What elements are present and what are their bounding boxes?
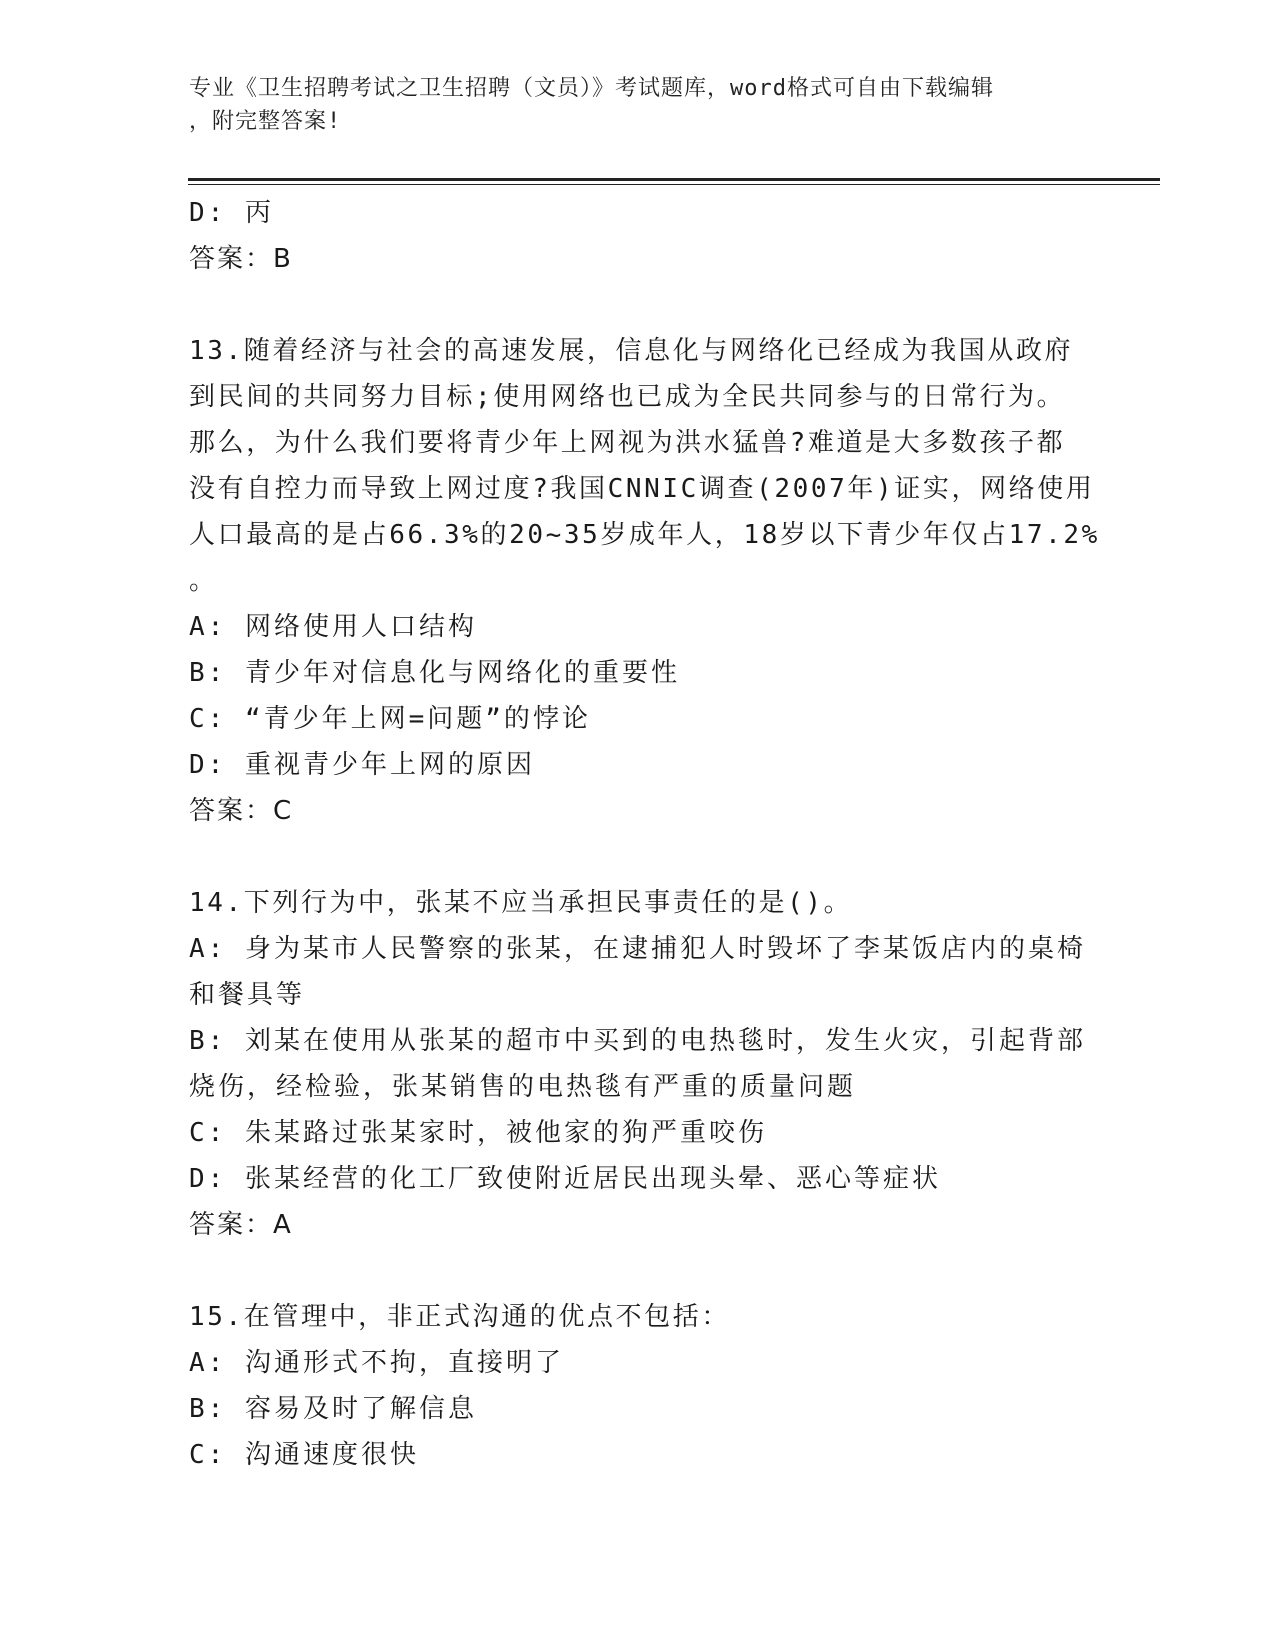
header-divider-thin: [188, 184, 1160, 185]
answer: 答案：C: [189, 796, 294, 826]
option-a-continued: 和餐具等: [189, 980, 306, 1010]
question-stem-line: 14.下列行为中，张某不应当承担民事责任的是()。: [189, 888, 853, 918]
document-header: [189, 72, 1089, 138]
question-content: [189, 190, 1100, 1478]
spacer: [189, 282, 1089, 328]
spacer: [189, 1248, 1089, 1294]
answer-fragment: 答案：B: [189, 244, 293, 274]
option-b: B: 青少年对信息化与网络化的重要性: [189, 658, 680, 688]
option-b-continued: 烧伤，经检验，张某销售的电热毯有严重的质量问题: [189, 1072, 857, 1102]
header-divider-thick: [188, 178, 1160, 181]
question-14: [189, 880, 1089, 1248]
header-line-2: ，附完整答案!: [189, 109, 342, 134]
question-stem-line: 15.在管理中，非正式沟通的优点不包括：: [189, 1302, 730, 1332]
question-stem-line: 那么，为什么我们要将青少年上网视为洪水猛兽?难道是大多数孩子都: [189, 428, 1066, 458]
option-c: C: “青少年上网=问题”的悖论: [189, 704, 591, 734]
header-line-1: 专业《卫生招聘考试之卫生招聘（文员）》考试题库，word格式可自由下载编辑: [189, 76, 994, 101]
spacer: [189, 834, 1089, 880]
option-d: D: 张某经营的化工厂致使附近居民出现头晕、恶心等症状: [189, 1164, 941, 1194]
option-a: A: 网络使用人口结构: [189, 612, 477, 642]
question-stem-line: 到民间的共同努力目标;使用网络也已成为全民共同参与的日常行为。: [189, 382, 1066, 412]
option-a: A: 身为某市人民警察的张某，在逮捕犯人时毁坏了李某饭店内的桌椅: [189, 934, 1086, 964]
answer: 答案：A: [189, 1210, 293, 1240]
question-stem-line: 。: [189, 566, 218, 596]
option-c: C: 朱某路过张某家时，被他家的狗严重咬伤: [189, 1118, 767, 1148]
question-stem-line: 没有自控力而导致上网过度?我国CNNIC调查(2007年)证实，网络使用: [189, 474, 1095, 504]
option-c: C: 沟通速度很快: [189, 1440, 419, 1470]
question-15: [189, 1294, 1089, 1478]
option-b: B: 容易及时了解信息: [189, 1394, 477, 1424]
question-stem-line: 人口最高的是占66.3%的20~35岁成年人，18岁以下青少年仅占17.2%: [189, 520, 1100, 550]
option-d: D: 重视青少年上网的原因: [189, 750, 535, 780]
option-a: A: 沟通形式不拘，直接明了: [189, 1348, 564, 1378]
option-b: B: 刘某在使用从张某的超市中买到的电热毯时，发生火灾，引起背部: [189, 1026, 1086, 1056]
question-stem-line: 13.随着经济与社会的高速发展，信息化与网络化已经成为我国从政府: [189, 336, 1074, 366]
option-d-fragment: D: 丙: [189, 198, 274, 228]
question-13: [189, 328, 1100, 834]
